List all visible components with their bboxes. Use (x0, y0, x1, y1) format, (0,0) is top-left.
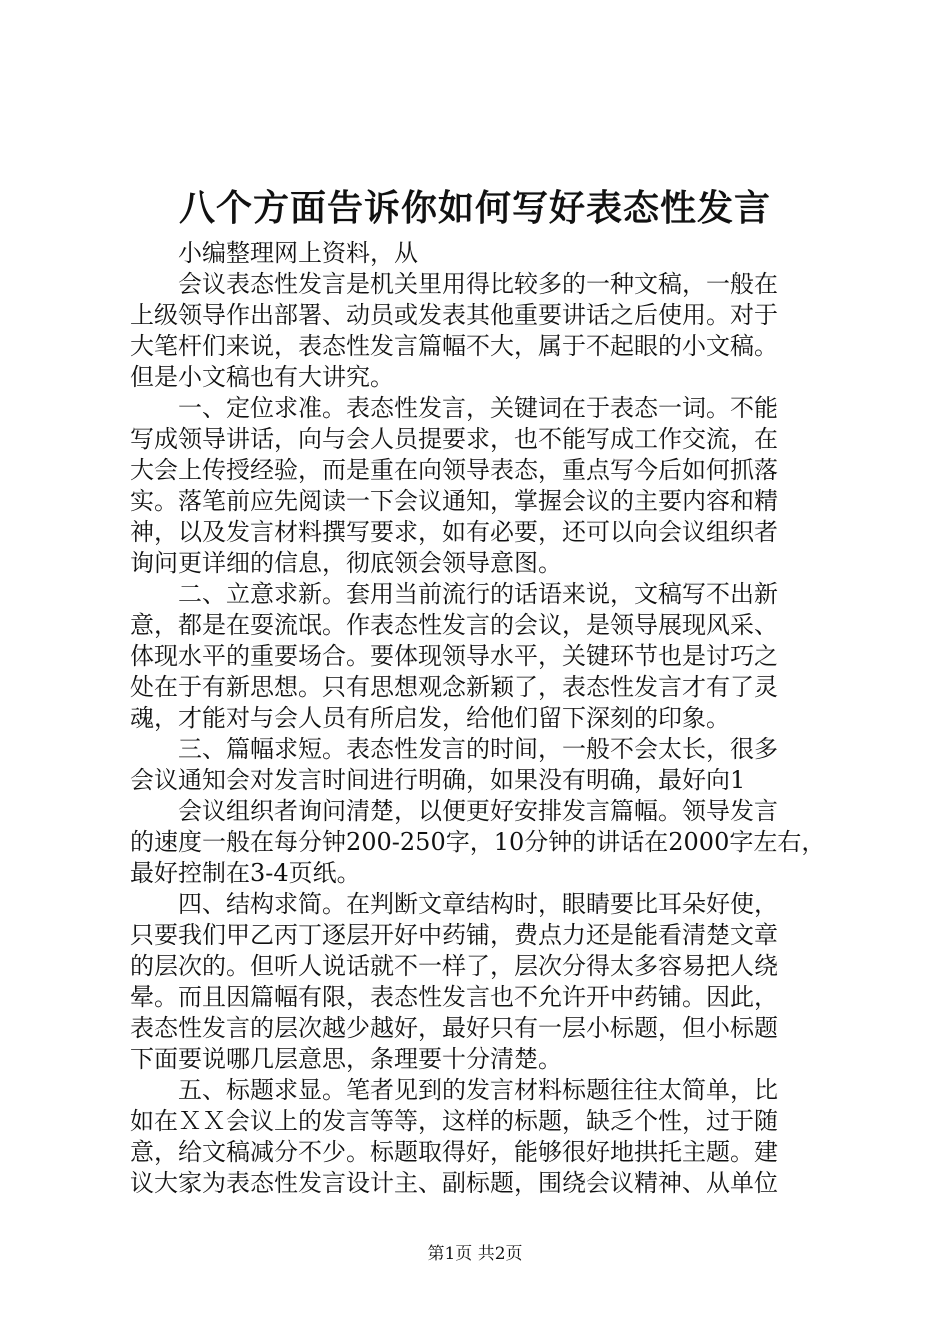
text-line: 下面要说哪几层意思，条理要十分清楚。 (130, 1045, 562, 1073)
text-line: 上级领导作出部署、动员或发表其他重要讲话之后使用。对于 (130, 301, 778, 329)
text-line: 会议组织者询问清楚，以便更好安排发言篇幅。领导发言 (178, 797, 778, 825)
text-line: 会议表态性发言是机关里用得比较多的一种文稿，一般在 (178, 270, 778, 298)
text-line: 如在ＸＸ会议上的发言等等，这样的标题，缺乏个性，过于随 (130, 1107, 778, 1135)
text-line: 四、结构求简。在判断文章结构时，眼睛要比耳朵好使， (178, 890, 778, 918)
text-line: 二、立意求新。套用当前流行的话语来说，文稿写不出新 (178, 580, 778, 608)
text-line: 五、标题求显。笔者见到的发言材料标题往往太简单，比 (178, 1076, 778, 1104)
page-number-footer: 第1页 共2页 (427, 1244, 523, 1264)
text-line: 会议通知会对发言时间进行明确，如果没有明确，最好向1 (130, 766, 746, 794)
text-line: 神，以及发言材料撰写要求，如有必要，还可以向会议组织者 (130, 518, 778, 546)
text-line: 一、定位求准。表态性发言，关键词在于表态一词。不能 (178, 394, 778, 422)
text-line: 议大家为表态性发言设计主、副标题，围绕会议精神、从单位 (130, 1169, 778, 1197)
text-line: 只要我们甲乙丙丁逐层开好中药铺，费点力还是能看清楚文章 (130, 921, 778, 949)
text-line: 意，都是在耍流氓。作表态性发言的会议，是领导展现风采、 (130, 611, 778, 639)
text-line: 表态性发言的层次越少越好，最好只有一层小标题，但小标题 (130, 1014, 778, 1042)
text-line: 最好控制在3-4页纸。 (130, 859, 361, 887)
document-body (130, 238, 835, 1199)
text-line: 但是小文稿也有大讲究。 (130, 363, 394, 391)
text-line: 晕。而且因篇幅有限，表态性发言也不允许开中药铺。因此， (130, 983, 778, 1011)
text-line: 意，给文稿减分不少。标题取得好，能够很好地拱托主题。建 (130, 1138, 778, 1166)
text-line: 魂，才能对与会人员有所启发，给他们留下深刻的印象。 (130, 704, 730, 732)
text-line: 实。落笔前应先阅读一下会议通知，掌握会议的主要内容和精 (130, 487, 778, 515)
text-line: 写成领导讲话，向与会人员提要求，也不能写成工作交流，在 (130, 425, 778, 453)
document-title: 八个方面告诉你如何写好表态性发言 (178, 187, 771, 229)
text-line: 三、篇幅求短。表态性发言的时间，一般不会太长，很多 (178, 735, 778, 763)
text-line: 大会上传授经验，而是重在向领导表态，重点写今后如何抓落 (130, 456, 778, 484)
text-line: 的层次的。但听人说话就不一样了，层次分得太多容易把人绕 (130, 952, 778, 980)
text-line: 体现水平的重要场合。要体现领导水平，关键环节也是讨巧之 (130, 642, 778, 670)
text-line: 询问更详细的信息，彻底领会领导意图。 (130, 549, 562, 577)
text-line: 处在于有新思想。只有思想观念新颖了，表态性发言才有了灵 (130, 673, 778, 701)
text-line: 的速度一般在每分钟200-250字，10分钟的讲话在2000字左右， (130, 828, 826, 856)
text-line: 小编整理网上资料，从 (178, 239, 418, 267)
text-line: 大笔杆们来说，表态性发言篇幅不大，属于不起眼的小文稿。 (130, 332, 778, 360)
